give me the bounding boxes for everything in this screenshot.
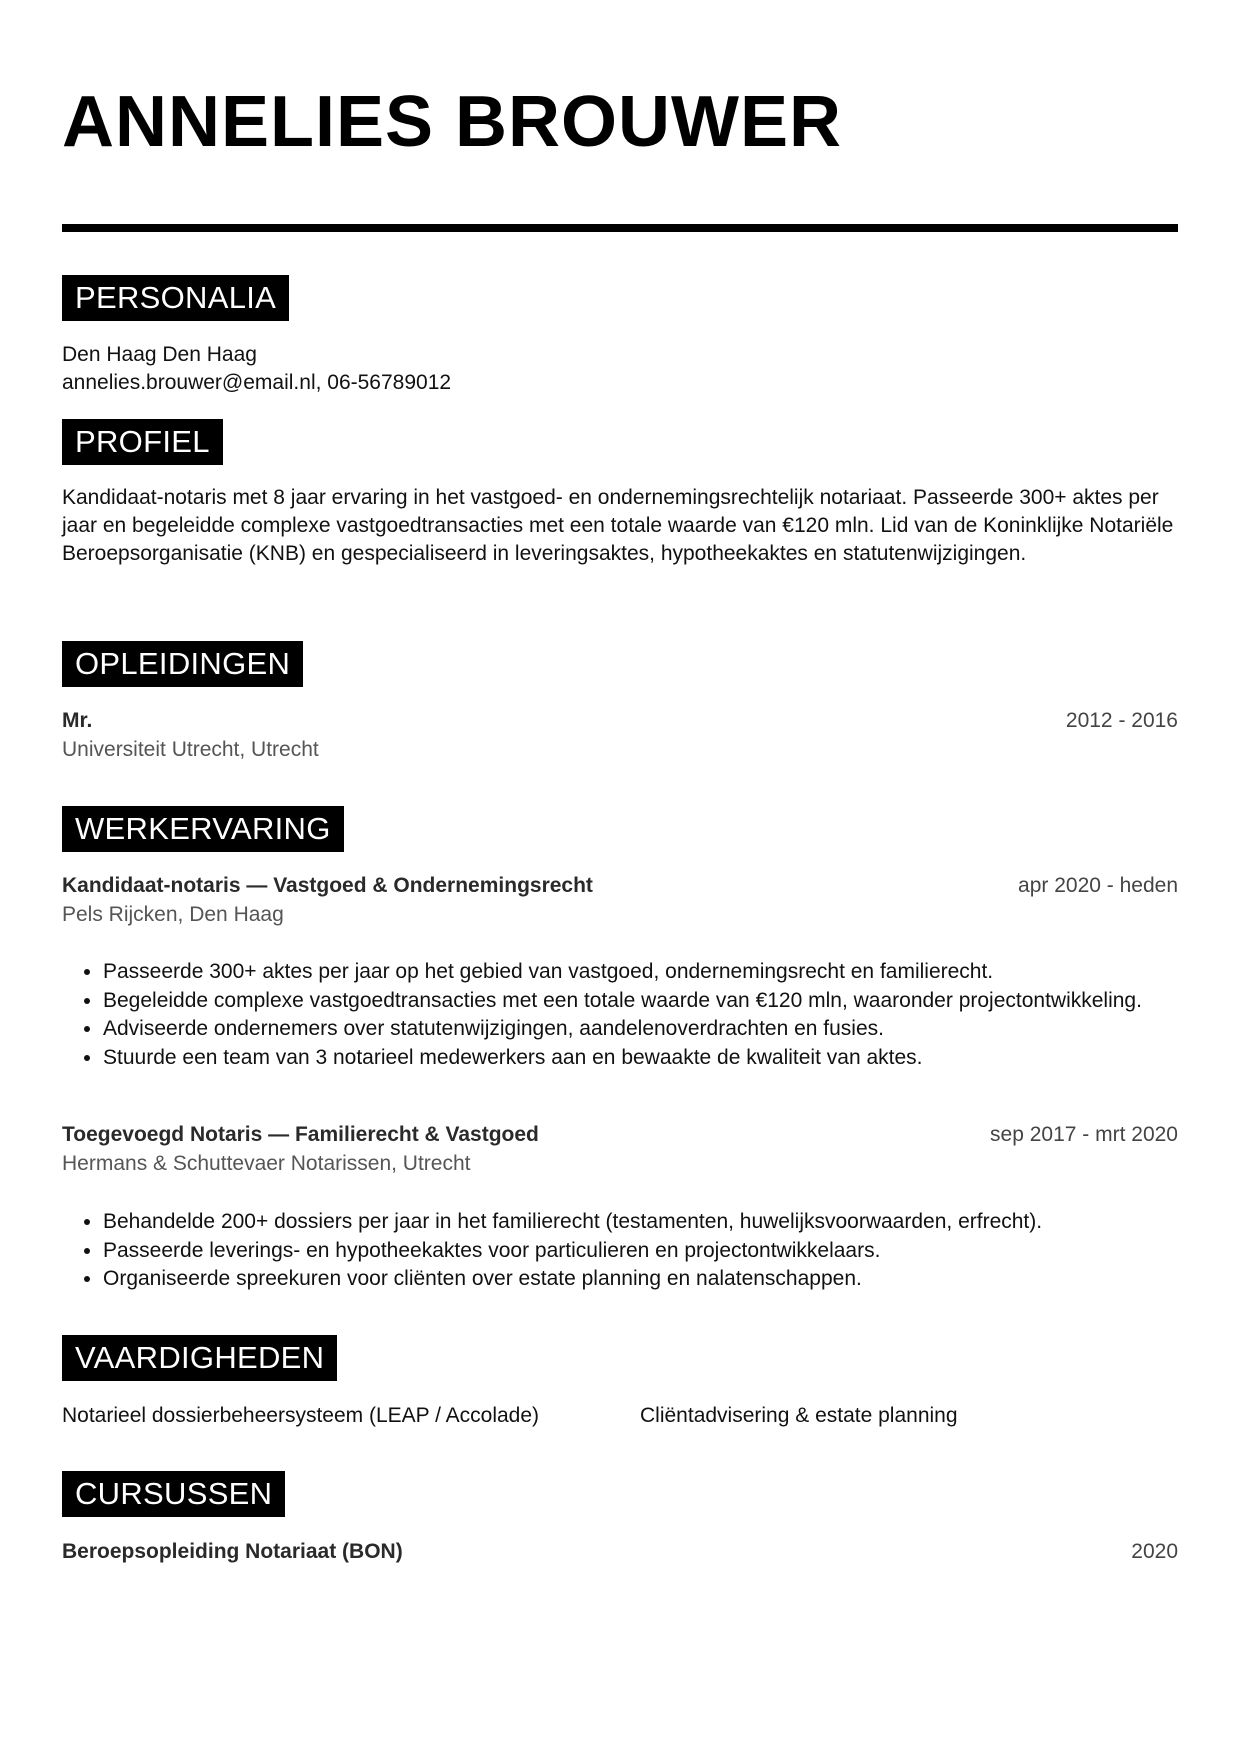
section-title-cursussen: CURSUSSEN [62,1471,285,1517]
section-title-werkervaring: WERKERVARING [62,806,344,852]
job-bullet: • Adviseerde ondernemers over statutenwijzigingen, aandelenoverdrachten en fusies. [103,1015,1178,1044]
job-header [62,1121,1178,1149]
personalia-location: Den Haag Den Haag [62,343,257,366]
job-bullets [62,958,1178,1072]
job-employer: Pels Rijcken, Den Haag [62,903,284,926]
course-name: Beroepsopleiding Notariaat (BON) [62,1540,403,1563]
course-year: 2020 [1131,1540,1178,1563]
section-title-opleidingen: OPLEIDINGEN [62,641,303,687]
education-school: Universiteit Utrecht, Utrecht [62,738,319,761]
candidate-name: ANNELIES BROUWER [62,82,843,162]
job-bullet: • Stuurde een team van 3 notarieel medewerkers aan en bewaakte de kwaliteit van aktes. [103,1044,1178,1073]
job-bullet: • Begeleidde complexe vastgoedtransacties met een totale waarde van €120 mln, waaronder projectontwikkeling. [103,987,1178,1016]
education-degree: Mr. [62,709,93,732]
job-bullets [62,1208,1178,1294]
section-title-profiel: PROFIEL [62,419,223,465]
job-bullet: • Organiseerde spreekuren voor cliënten over estate planning en nalatenschappen. [103,1265,1178,1294]
education-entry [62,707,1178,735]
job-role: Toegevoegd Notaris — Familierecht & Vastgoed [62,1123,539,1146]
skill-item: Notarieel dossierbeheersysteem (LEAP / Accolade) [62,1404,540,1427]
course-entry [62,1538,1178,1566]
job-header [62,872,1178,900]
personalia-contact: annelies.brouwer@email.nl, 06-56789012 [62,371,452,394]
header-divider [62,224,1178,232]
profile-summary: Kandidaat-notaris met 8 jaar ervaring in het vastgoed- en ondernemingsrechtelijk notariaat. Passeerde 300+ aktes per jaar en begeleidde complexe vastgoedtransacties met een totale waarde van €120 mln. Lid van de Koninklijke Notariële Beroepsorganisatie (KNB) en gespecialiseerd in leveringsaktes, hypotheekaktes en statutenwijzigingen. [62,486,1174,565]
job-period: apr 2020 - heden [1018,874,1178,897]
skill-item: Cliëntadvisering & estate planning [640,1404,958,1427]
section-title-vaardigheden: VAARDIGHEDEN [62,1335,337,1381]
job-bullet: • Behandelde 200+ dossiers per jaar in het familierecht (testamenten, huwelijksvoorwaarden, erfrecht). [103,1208,1178,1237]
job-bullet: • Passeerde leverings- en hypotheekaktes voor particulieren en projectontwikkelaars. [103,1237,1178,1266]
skills-list [62,1402,958,1430]
job-role: Kandidaat-notaris — Vastgoed & Ondernemingsrecht [62,874,593,897]
education-period: 2012 - 2016 [1065,709,1178,732]
section-title-personalia: PERSONALIA [62,275,289,321]
job-bullet: • Passeerde 300+ aktes per jaar op het gebied van vastgoed, ondernemingsrecht en familierecht. [103,958,1178,987]
job-employer: Hermans & Schuttevaer Notarissen, Utrecht [62,1152,471,1175]
job-period: sep 2017 - mrt 2020 [990,1123,1178,1146]
